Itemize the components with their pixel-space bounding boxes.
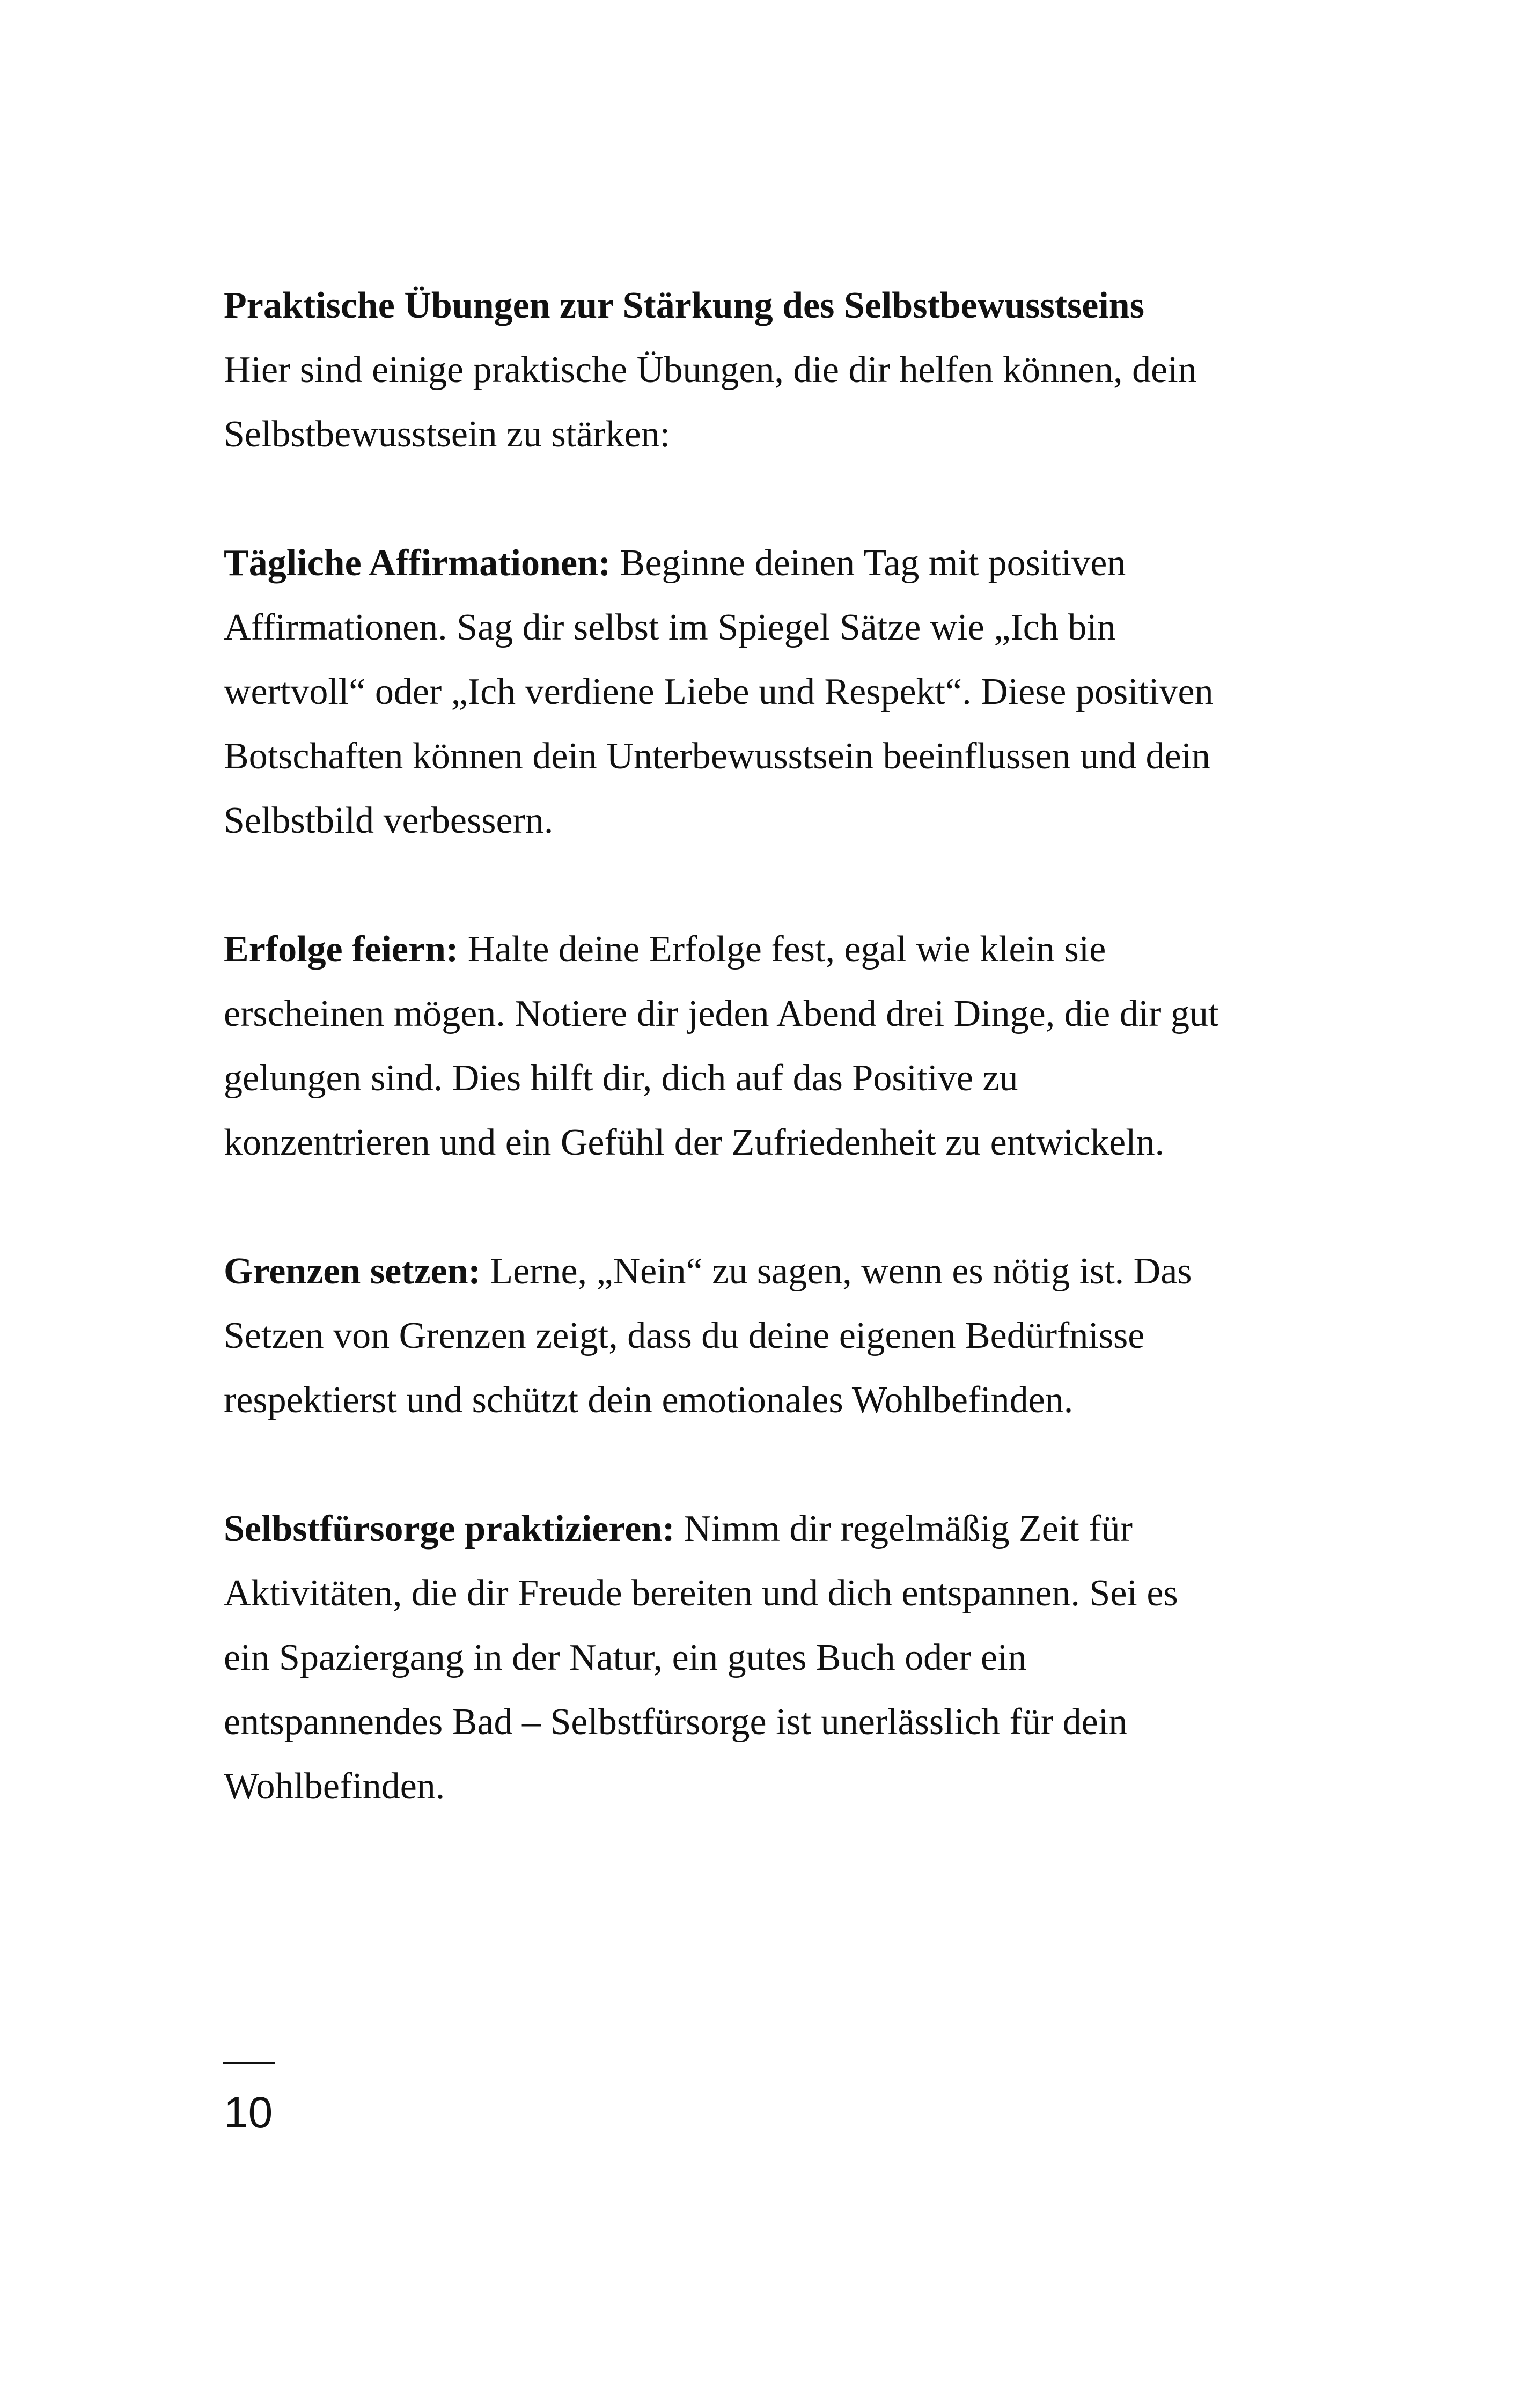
- exercise-affirmations: [224, 531, 1232, 853]
- exercise-text: Beginne deinen Tag mit positiven Affirmationen. Sag dir selbst im Spiegel Sätze wie „Ich bin wertvoll“ oder „Ich verdiene Liebe und Respekt“. Diese positiven Botschaften können dein Unterbewusstsein beeinflussen und dein Selbstbild verbessern.: [224, 542, 1214, 841]
- exercise-term: Erfolge feiern:: [224, 929, 459, 970]
- exercise-celebrate-success: [224, 917, 1232, 1175]
- exercise-term: Selbstfürsorge praktizieren:: [224, 1508, 675, 1550]
- intro-paragraph: Hier sind einige praktische Übungen, die dir helfen können, dein Selbstbewusstsein zu stärken:: [224, 349, 1197, 455]
- exercise-term: Tägliche Affirmationen:: [224, 542, 611, 584]
- exercise-term: Grenzen setzen:: [224, 1251, 481, 1292]
- page-body: [224, 274, 1232, 1819]
- footer-divider: [223, 2062, 275, 2064]
- page-number: 10: [224, 2088, 273, 2137]
- exercise-text: Halte deine Erfolge fest, egal wie klein sie erscheinen mögen. Notiere dir jeden Abend drei Dinge, die dir gut gelungen sind. Dies hilft dir, dich auf das Positive zu konzentrieren und ein Gefühl der Zufriedenheit zu entwickeln.: [224, 929, 1219, 1163]
- exercise-text: Nimm dir regelmäßig Zeit für Aktivitäten, die dir Freude bereiten und dich entspannen. Sei es ein Spaziergang in der Natur, ein gutes Buch oder ein entspannendes Bad – Selbstfürsorge ist unerlässlich für dein Wohlbefinden.: [224, 1508, 1178, 1807]
- exercise-set-boundaries: [224, 1239, 1232, 1433]
- section-heading: Praktische Übungen zur Stärkung des Selbstbewusstseins: [224, 285, 1144, 326]
- exercise-text: Lerne, „Nein“ zu sagen, wenn es nötig ist. Das Setzen von Grenzen zeigt, dass du deine eigenen Bedürfnisse respektierst und schützt dein emotionales Wohlbefinden.: [224, 1251, 1192, 1421]
- exercise-self-care: [224, 1497, 1232, 1819]
